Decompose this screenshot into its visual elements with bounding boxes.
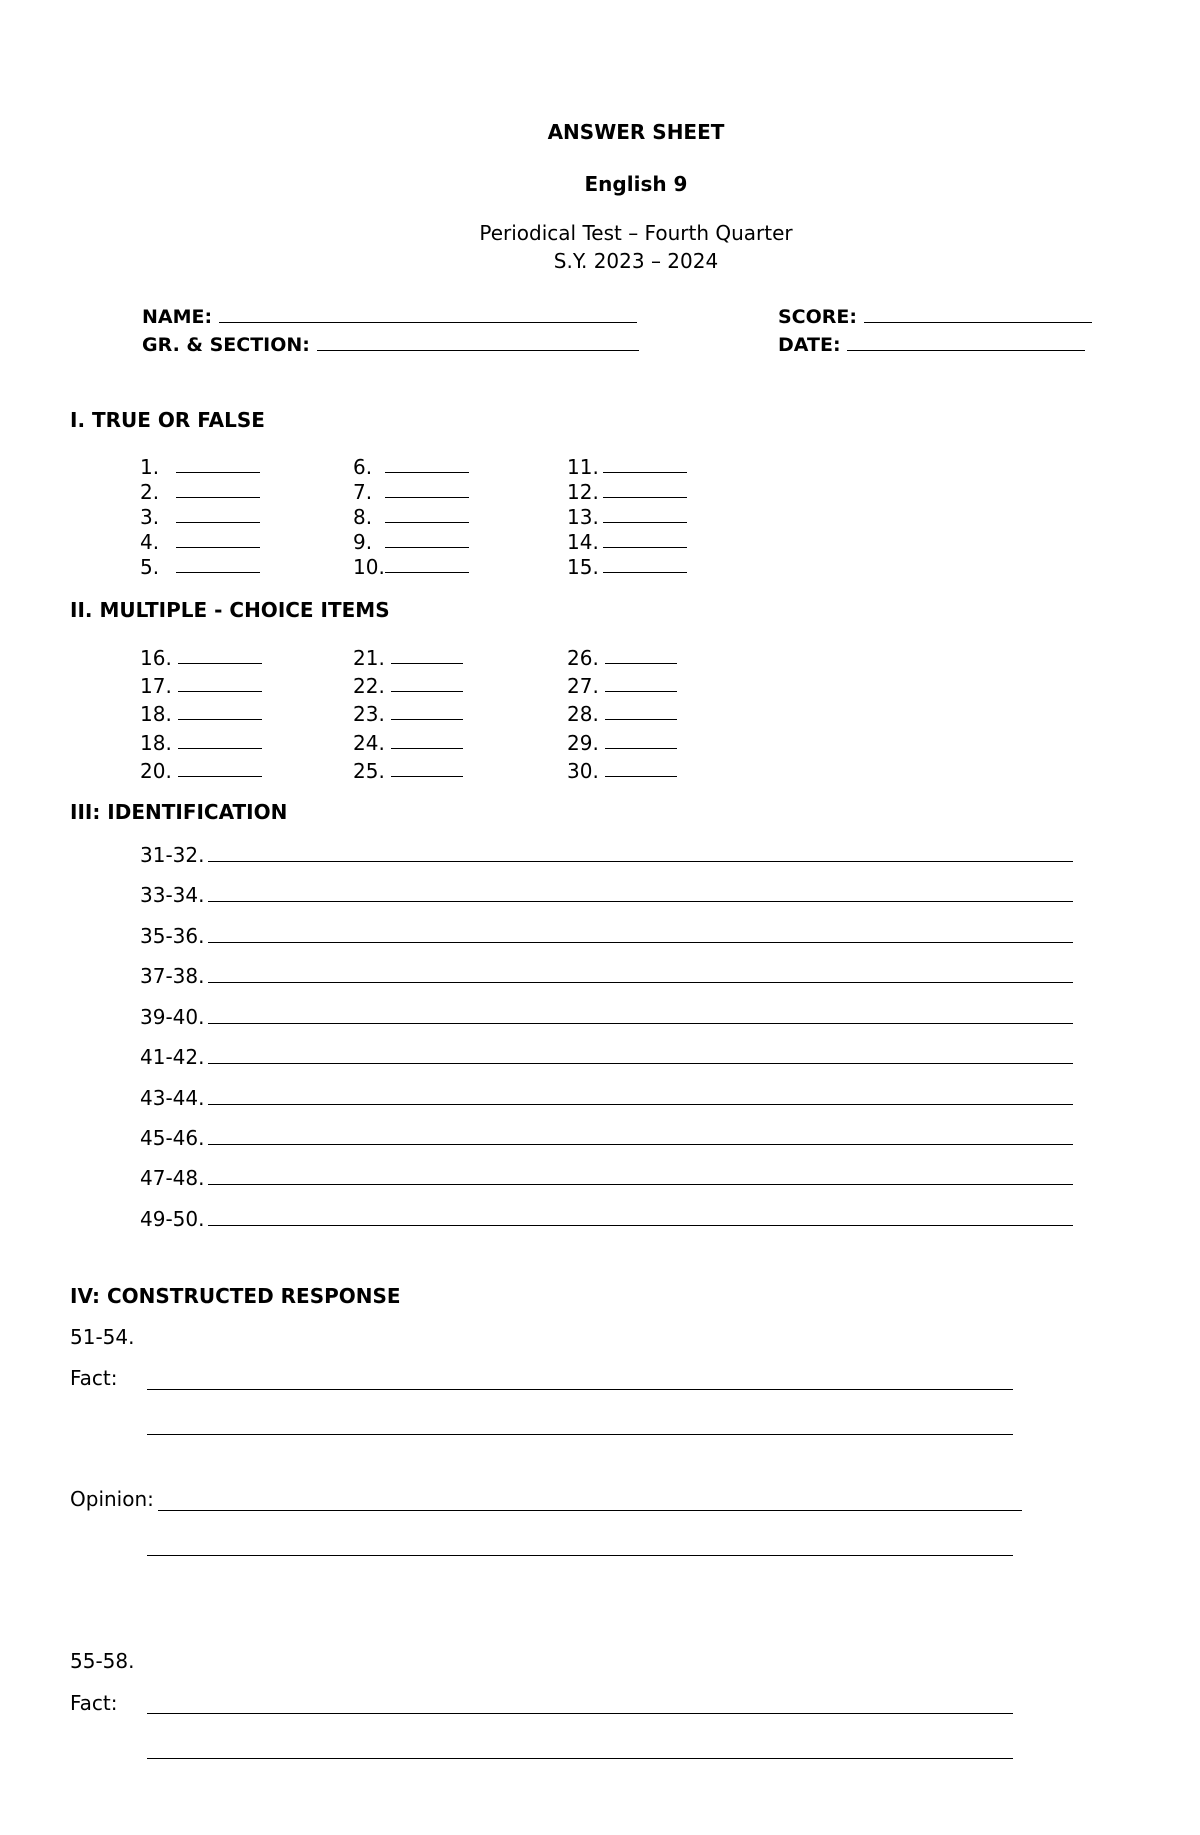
tf-item-number: 5. [140,555,160,579]
tf-item [353,530,469,554]
section-field [142,334,639,356]
tf-item-number: 2. [140,480,160,504]
mc-item-number: 26. [567,646,599,670]
mc-item [353,674,463,698]
name-blank[interactable] [219,308,637,323]
tf-item [567,455,687,479]
score-blank[interactable] [864,308,1092,323]
identification-number: 47-48. [140,1166,205,1190]
tf-item-number: 14. [567,530,599,554]
part1-title: I. TRUE OR FALSE [70,408,265,432]
tf-item [353,455,469,479]
tf-item [567,505,687,529]
identification-answer-line[interactable] [208,882,1073,902]
tf-item [567,530,687,554]
identification-item [140,1206,1073,1232]
mc-item [140,702,262,726]
mc-item [567,702,677,726]
tf-item-number: 4. [140,530,160,554]
section-blank[interactable] [317,336,639,351]
subject-title: English 9 [584,172,688,196]
mc-answer-blank[interactable] [605,674,677,692]
mc-item-number: 18. [140,731,172,755]
tf-answer-blank[interactable] [385,480,469,498]
identification-item [140,1125,1073,1151]
mc-item [353,759,463,783]
mc-item-number: 16. [140,646,172,670]
name-field [142,306,637,328]
identification-item [140,842,1073,868]
constructed-response-number: 55-58. [70,1649,135,1673]
identification-item [140,882,1073,908]
identification-number: 45-46. [140,1126,205,1150]
mc-answer-blank[interactable] [178,759,262,777]
identification-item [140,963,1073,989]
identification-number: 41-42. [140,1045,205,1069]
mc-item-number: 20. [140,759,172,783]
fact-answer-line[interactable] [147,1713,1013,1714]
tf-answer-blank[interactable] [385,530,469,548]
identification-number: 31-32. [140,843,205,867]
tf-answer-blank[interactable] [176,555,260,573]
mc-item-number: 17. [140,674,172,698]
mc-answer-blank[interactable] [391,702,463,720]
identification-number: 43-44. [140,1086,205,1110]
date-label: DATE: [778,334,841,356]
opinion-label: Opinion: [70,1487,154,1511]
tf-item-number: 8. [353,505,373,529]
fact-answer-line[interactable] [147,1758,1013,1759]
test-name: Periodical Test – Fourth Quarter [479,221,793,245]
tf-answer-blank[interactable] [603,555,687,573]
identification-answer-line[interactable] [208,923,1073,943]
date-field [778,334,1085,356]
fact-label: Fact: [70,1691,118,1715]
identification-item [140,1165,1073,1191]
identification-number: 37-38. [140,964,205,988]
mc-item-number: 25. [353,759,385,783]
tf-item-number: 7. [353,480,373,504]
mc-answer-blank[interactable] [178,702,262,720]
mc-answer-blank[interactable] [605,759,677,777]
mc-item [140,759,262,783]
mc-item-number: 18. [140,702,172,726]
identification-answer-line[interactable] [208,963,1073,983]
identification-answer-line[interactable] [208,1085,1073,1105]
tf-answer-blank[interactable] [176,480,260,498]
mc-item [140,731,262,755]
section-label: GR. & SECTION: [142,334,310,356]
date-blank[interactable] [847,336,1085,351]
identification-answer-line[interactable] [208,842,1073,862]
tf-item [353,555,469,579]
mc-item [567,674,677,698]
tf-item-number: 1. [140,455,160,479]
identification-item [140,1004,1073,1030]
tf-item [140,455,260,479]
identification-item [140,1044,1073,1070]
opinion-answer-line[interactable] [147,1555,1013,1556]
tf-item-number: 13. [567,505,599,529]
fact-answer-line[interactable] [147,1434,1013,1435]
tf-item-number: 11. [567,455,599,479]
identification-item [140,923,1073,949]
tf-answer-blank[interactable] [176,505,260,523]
identification-answer-line[interactable] [208,1206,1073,1226]
identification-number: 33-34. [140,883,205,907]
tf-item [567,480,687,504]
constructed-response-number: 51-54. [70,1325,135,1349]
mc-item-number: 22. [353,674,385,698]
mc-item-number: 21. [353,646,385,670]
mc-item-number: 29. [567,731,599,755]
mc-answer-blank[interactable] [605,702,677,720]
mc-answer-blank[interactable] [391,731,463,749]
tf-item-number: 6. [353,455,373,479]
part4-title: IV: CONSTRUCTED RESPONSE [70,1284,401,1308]
part3-title: III: IDENTIFICATION [70,800,288,824]
mc-answer-blank[interactable] [605,731,677,749]
score-label: SCORE: [778,306,857,328]
school-year: S.Y. 2023 – 2024 [553,249,719,273]
mc-answer-blank[interactable] [391,646,463,664]
mc-item [140,646,262,670]
tf-item-number: 12. [567,480,599,504]
tf-item [140,555,260,579]
mc-item [353,731,463,755]
identification-answer-line[interactable] [208,1165,1073,1185]
mc-item-number: 27. [567,674,599,698]
tf-item [353,505,469,529]
tf-answer-blank[interactable] [603,455,687,473]
tf-item-number: 15. [567,555,599,579]
mc-answer-blank[interactable] [391,759,463,777]
identification-answer-line[interactable] [208,1125,1073,1145]
tf-item-number: 9. [353,530,373,554]
tf-item [140,480,260,504]
mc-answer-blank[interactable] [178,674,262,692]
part2-title: II. MULTIPLE - CHOICE ITEMS [70,598,390,622]
tf-answer-blank[interactable] [176,455,260,473]
tf-item [567,555,687,579]
mc-item [140,674,262,698]
mc-item [567,646,677,670]
identification-answer-line[interactable] [208,1044,1073,1064]
tf-item [353,480,469,504]
mc-item [353,646,463,670]
identification-answer-line[interactable] [208,1004,1073,1024]
mc-item-number: 24. [353,731,385,755]
identification-number: 49-50. [140,1207,205,1231]
tf-answer-blank[interactable] [385,555,469,573]
tf-answer-blank[interactable] [385,455,469,473]
identification-number: 35-36. [140,924,205,948]
page-title: ANSWER SHEET [547,120,725,144]
tf-item-number: 10. [353,555,385,579]
tf-item [140,530,260,554]
mc-item-number: 30. [567,759,599,783]
fact-answer-line[interactable] [147,1389,1013,1390]
mc-item [567,731,677,755]
tf-answer-blank[interactable] [603,505,687,523]
tf-answer-blank[interactable] [603,530,687,548]
mc-item-number: 23. [353,702,385,726]
mc-item [353,702,463,726]
tf-item-number: 3. [140,505,160,529]
name-label: NAME: [142,306,213,328]
identification-number: 39-40. [140,1005,205,1029]
fact-label: Fact: [70,1366,118,1390]
mc-answer-blank[interactable] [178,731,262,749]
mc-answer-blank[interactable] [605,646,677,664]
tf-answer-blank[interactable] [385,505,469,523]
tf-answer-blank[interactable] [176,530,260,548]
mc-answer-blank[interactable] [391,674,463,692]
mc-answer-blank[interactable] [178,646,262,664]
mc-item [567,759,677,783]
mc-item-number: 28. [567,702,599,726]
identification-item [140,1085,1073,1111]
tf-answer-blank[interactable] [603,480,687,498]
tf-item [140,505,260,529]
opinion-answer-line[interactable] [158,1510,1022,1511]
score-field [778,306,1092,328]
